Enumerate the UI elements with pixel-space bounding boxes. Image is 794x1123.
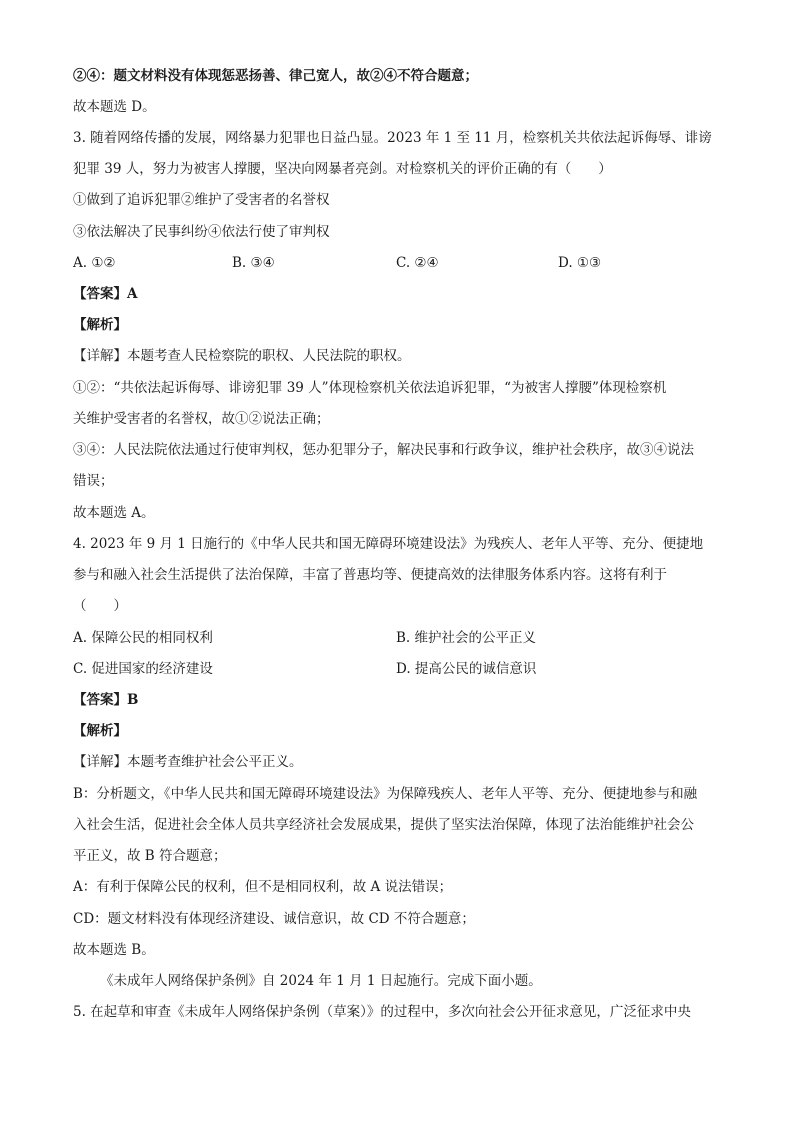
q4-option-b: B. 维护社会的公平正义 <box>396 630 537 646</box>
q3-statements-2: ③依法解决了民事纠纷④依法行使了审判权 <box>73 224 330 240</box>
q4-detail-3: 平正义，故 B 符合题意； <box>73 848 227 864</box>
q3-detail-1: ①②：“共依法起诉侮辱、诽谤犯罪 39 人”体现检察机关依法追诉犯罪，“为被害人撑腰”体现检察机 <box>73 380 667 396</box>
q4-option-a: A. 保障公民的相同权利 <box>73 630 213 646</box>
q5-stem-line-1: 5. 在起草和审查《未成年人网络保护条例（草案）》的过程中，多次向社会公开征求意见，广泛征求中央 <box>73 1004 691 1020</box>
q4-option-d: D. 提高公民的诚信意识 <box>396 661 537 677</box>
q4-detail-2: 入社会生活，促进社会全体人员共享经济社会发展成果，提供了坚实法治保障，体现了法治能维护社会公 <box>73 817 694 833</box>
q3-detail-4: 错误； <box>73 473 114 489</box>
material-intro: 《未成年人网络保护条例》自 2024 年 1 月 1 日起施行。完成下面小题。 <box>100 973 542 989</box>
q3-detail-3: ③④：人民法院依法通过行使审判权，惩办犯罪分子，解决民事和行政争议，维护社会秩序，故③④说法 <box>73 442 694 458</box>
q4-detail-intro: 【详解】本题考查维护社会公平正义。 <box>73 754 303 770</box>
q3-statements-1: ①做到了追诉犯罪②维护了受害者的名誉权 <box>73 192 330 208</box>
q3-option-d: D. ①③ <box>558 255 602 271</box>
q2-conclusion: 故本题选 D。 <box>73 99 156 115</box>
q4-conclusion: 故本题选 B。 <box>73 942 155 958</box>
q3-detail-2: 关维护受害者的名誉权，故①②说法正确； <box>73 411 330 427</box>
q3-conclusion: 故本题选 A。 <box>73 505 155 521</box>
q4-option-c: C. 促进国家的经济建设 <box>73 661 213 677</box>
q3-answer: 【答案】A <box>73 286 138 302</box>
q2-analysis-line: ②④：题文材料没有体现惩恶扬善、律己宽人，故②④不符合题意； <box>73 68 478 84</box>
q3-detail-intro: 【详解】本题考查人民检察院的职权、人民法院的职权。 <box>73 348 411 364</box>
q3-stem-line-2: 犯罪 39 人，努力为被害人撑腰，坚决向网暴者亮剑。对检察机关的评价正确的有（ ） <box>73 161 612 177</box>
q3-option-b: B. ③④ <box>232 255 275 271</box>
q4-analysis-heading: 【解析】 <box>73 723 127 739</box>
q4-stem-line-2: 参与和融入社会生活提供了法治保障，丰富了普惠均等、便捷高效的法律服务体系内容。这将有利于 <box>73 567 667 583</box>
q3-stem-line-1: 3. 随着网络传播的发展，网络暴力犯罪也日益凸显。2023 年 1 至 11 月，检察机关共依法起诉侮辱、诽谤 <box>73 130 712 146</box>
q3-option-c: C. ②④ <box>396 255 439 271</box>
q3-analysis-heading: 【解析】 <box>73 317 127 333</box>
q4-stem-line-1: 4. 2023 年 9 月 1 日施行的《中华人民共和国无障碍环境建设法》为残疾人、老年人平等、充分、便捷地 <box>73 536 704 552</box>
q4-stem-line-3: （ ） <box>73 598 127 614</box>
q3-option-a: A. ①② <box>73 255 116 271</box>
q4-detail-4: A：有利于保障公民的权利，但不是相同权利，故 A 说法错误； <box>73 879 453 895</box>
q4-detail-5: CD：题文材料没有体现经济建设、诚信意识，故 CD 不符合题意； <box>73 911 475 927</box>
q4-answer: 【答案】B <box>73 692 139 708</box>
q4-detail-1: B：分析题文，《中华人民共和国无障碍环境建设法》为保障残疾人、老年人平等、充分、便捷地参与和融 <box>73 786 698 802</box>
